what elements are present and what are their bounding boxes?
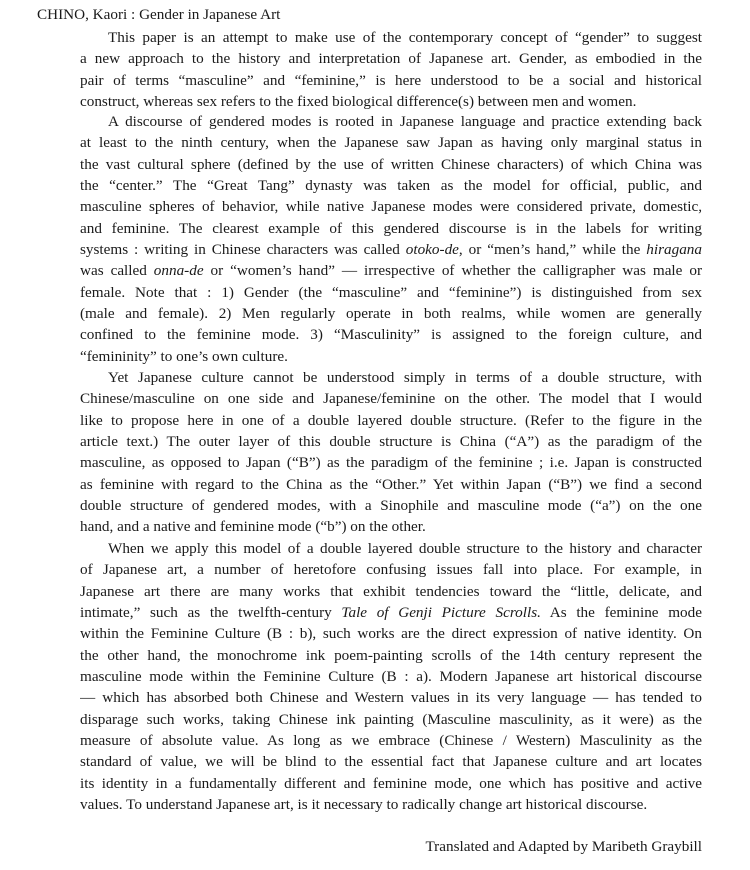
text-line: double structure of gendered modes, with a Sinophile and masculine mode (“a”) on the one xyxy=(80,496,702,514)
paragraph-3 xyxy=(80,367,702,538)
paragraph-1 xyxy=(80,27,702,112)
text-line: measure of absolute value. As long as we embrace (Chinese / Western) Masculinity as the xyxy=(80,731,702,749)
text-line: disparage such works, taking Chinese ink painting (Masculine masculinity, as it were) as the xyxy=(80,710,702,728)
text-line: like to propose here in one of a double layered double structure. (Refer to the figure in the xyxy=(80,411,702,429)
text-line: the vast cultural sphere (defined by the use of written Chinese characters) of which China was xyxy=(80,155,702,173)
text-line: Japanese art there are many works that exhibit tendencies toward the “little, delicate, and xyxy=(80,582,702,600)
text-line: and feminine. The clearest example of this gendered discourse is in the labels for writing xyxy=(80,219,702,237)
text-line-mixed xyxy=(80,602,702,623)
text-run: was called xyxy=(80,262,154,280)
text-run: , or “men’s hand,” while the xyxy=(458,240,647,258)
paragraph-2 xyxy=(80,111,702,367)
term-onna-de: onna-de xyxy=(153,262,204,280)
text-run: intimate,” such as the twelfth-century xyxy=(80,603,342,621)
text-line: a new approach to the history and interpretation of Japanese art. Gender, as embodied in the xyxy=(80,50,702,68)
text-line: Yet Japanese culture cannot be understood simply in terms of a double structure, with xyxy=(108,369,702,386)
text-line: standard of value, we will be blind to the essential fact that Japanese culture and art locates xyxy=(80,753,702,771)
text-line: hand, and a native and feminine mode (“b”) on the other. xyxy=(80,518,426,536)
text-line: Chinese/masculine on one side and Japanese/feminine on the other. The model that I would xyxy=(80,390,702,408)
text-line: When we apply this model of a double layered double structure to the history and character xyxy=(108,540,702,557)
text-line: — which has absorbed both Chinese and Western values in its very language — has tended to xyxy=(80,689,702,707)
term-genji: Tale of Genji Picture Scrolls. xyxy=(341,603,541,621)
text-line-mixed xyxy=(80,239,702,260)
text-line: the other hand, the monochrome ink poem-painting scrolls of the 14th century represent the xyxy=(80,646,702,664)
text-line: “femininity” to one’s own culture. xyxy=(80,347,288,365)
translator-credit: Translated and Adapted by Maribeth Graybill xyxy=(425,838,702,855)
paragraph-4 xyxy=(80,538,702,815)
text-line: its identity in a fundamentally different and feminine mode, one which has positive and active xyxy=(80,774,702,792)
page-title: CHINO, Kaori : Gender in Japanese Art xyxy=(37,6,281,23)
text-line: confined to the feminine mode. 3) “Masculinity” is assigned to the foreign culture, and xyxy=(80,326,702,344)
term-otoko-de: otoko-de xyxy=(405,240,459,258)
text-line: the “center.” The “Great Tang” dynasty was taken as the model for official, public, and xyxy=(80,176,702,194)
text-run: or “women’s hand” — irrespective of whether the calligrapher was male or xyxy=(203,262,702,280)
text-line-mixed xyxy=(80,260,702,281)
text-line: construct, whereas sex refers to the fixed biological difference(s) between men and women. xyxy=(80,92,637,110)
text-line: (male and female). 2) Men regularly operate in both realms, while women are generally xyxy=(80,304,702,322)
text-line: A discourse of gendered modes is rooted in Japanese language and practice extending back xyxy=(108,113,702,130)
text-line: masculine mode within the Feminine Culture (B : a). Modern Japanese art historical discourse xyxy=(80,667,702,685)
text-line: values. To understand Japanese art, is it necessary to radically change art historical discourse. xyxy=(80,795,648,813)
text-line: of Japanese art, a number of heretofore confusing issues fall into place. For example, in xyxy=(80,561,702,579)
text-line: as feminine with regard to the China as the “Other.” Yet within Japan (“B”) we find a second xyxy=(80,475,702,493)
text-line: pair of terms “masculine” and “feminine,” is here understood to be a social and historical xyxy=(80,71,702,89)
text-line: female. Note that : 1) Gender (the “masculine” and “feminine”) is distinguished from sex xyxy=(80,283,702,301)
text-line: at least to the ninth century, when the Japanese saw Japan as having only marginal status in xyxy=(80,134,702,152)
text-line: article text.) The outer layer of this double structure is China (“A”) as the paradigm of the xyxy=(80,432,702,450)
text-line: This paper is an attempt to make use of the contemporary concept of “gender” to suggest xyxy=(108,29,702,46)
text-run: systems : writing in Chinese characters was called xyxy=(80,240,406,258)
text-run: As the feminine mode xyxy=(540,603,702,621)
text-line: within the Feminine Culture (B : b), such works are the direct expression of native identity. On xyxy=(80,625,702,643)
text-line: masculine spheres of behavior, while native Japanese modes were considered private, domestic, xyxy=(80,198,702,216)
text-line: masculine, as opposed to Japan (“B”) as the paradigm of the feminine ; i.e. Japan is constructed xyxy=(80,454,702,472)
term-hiragana: hiragana xyxy=(646,240,702,258)
